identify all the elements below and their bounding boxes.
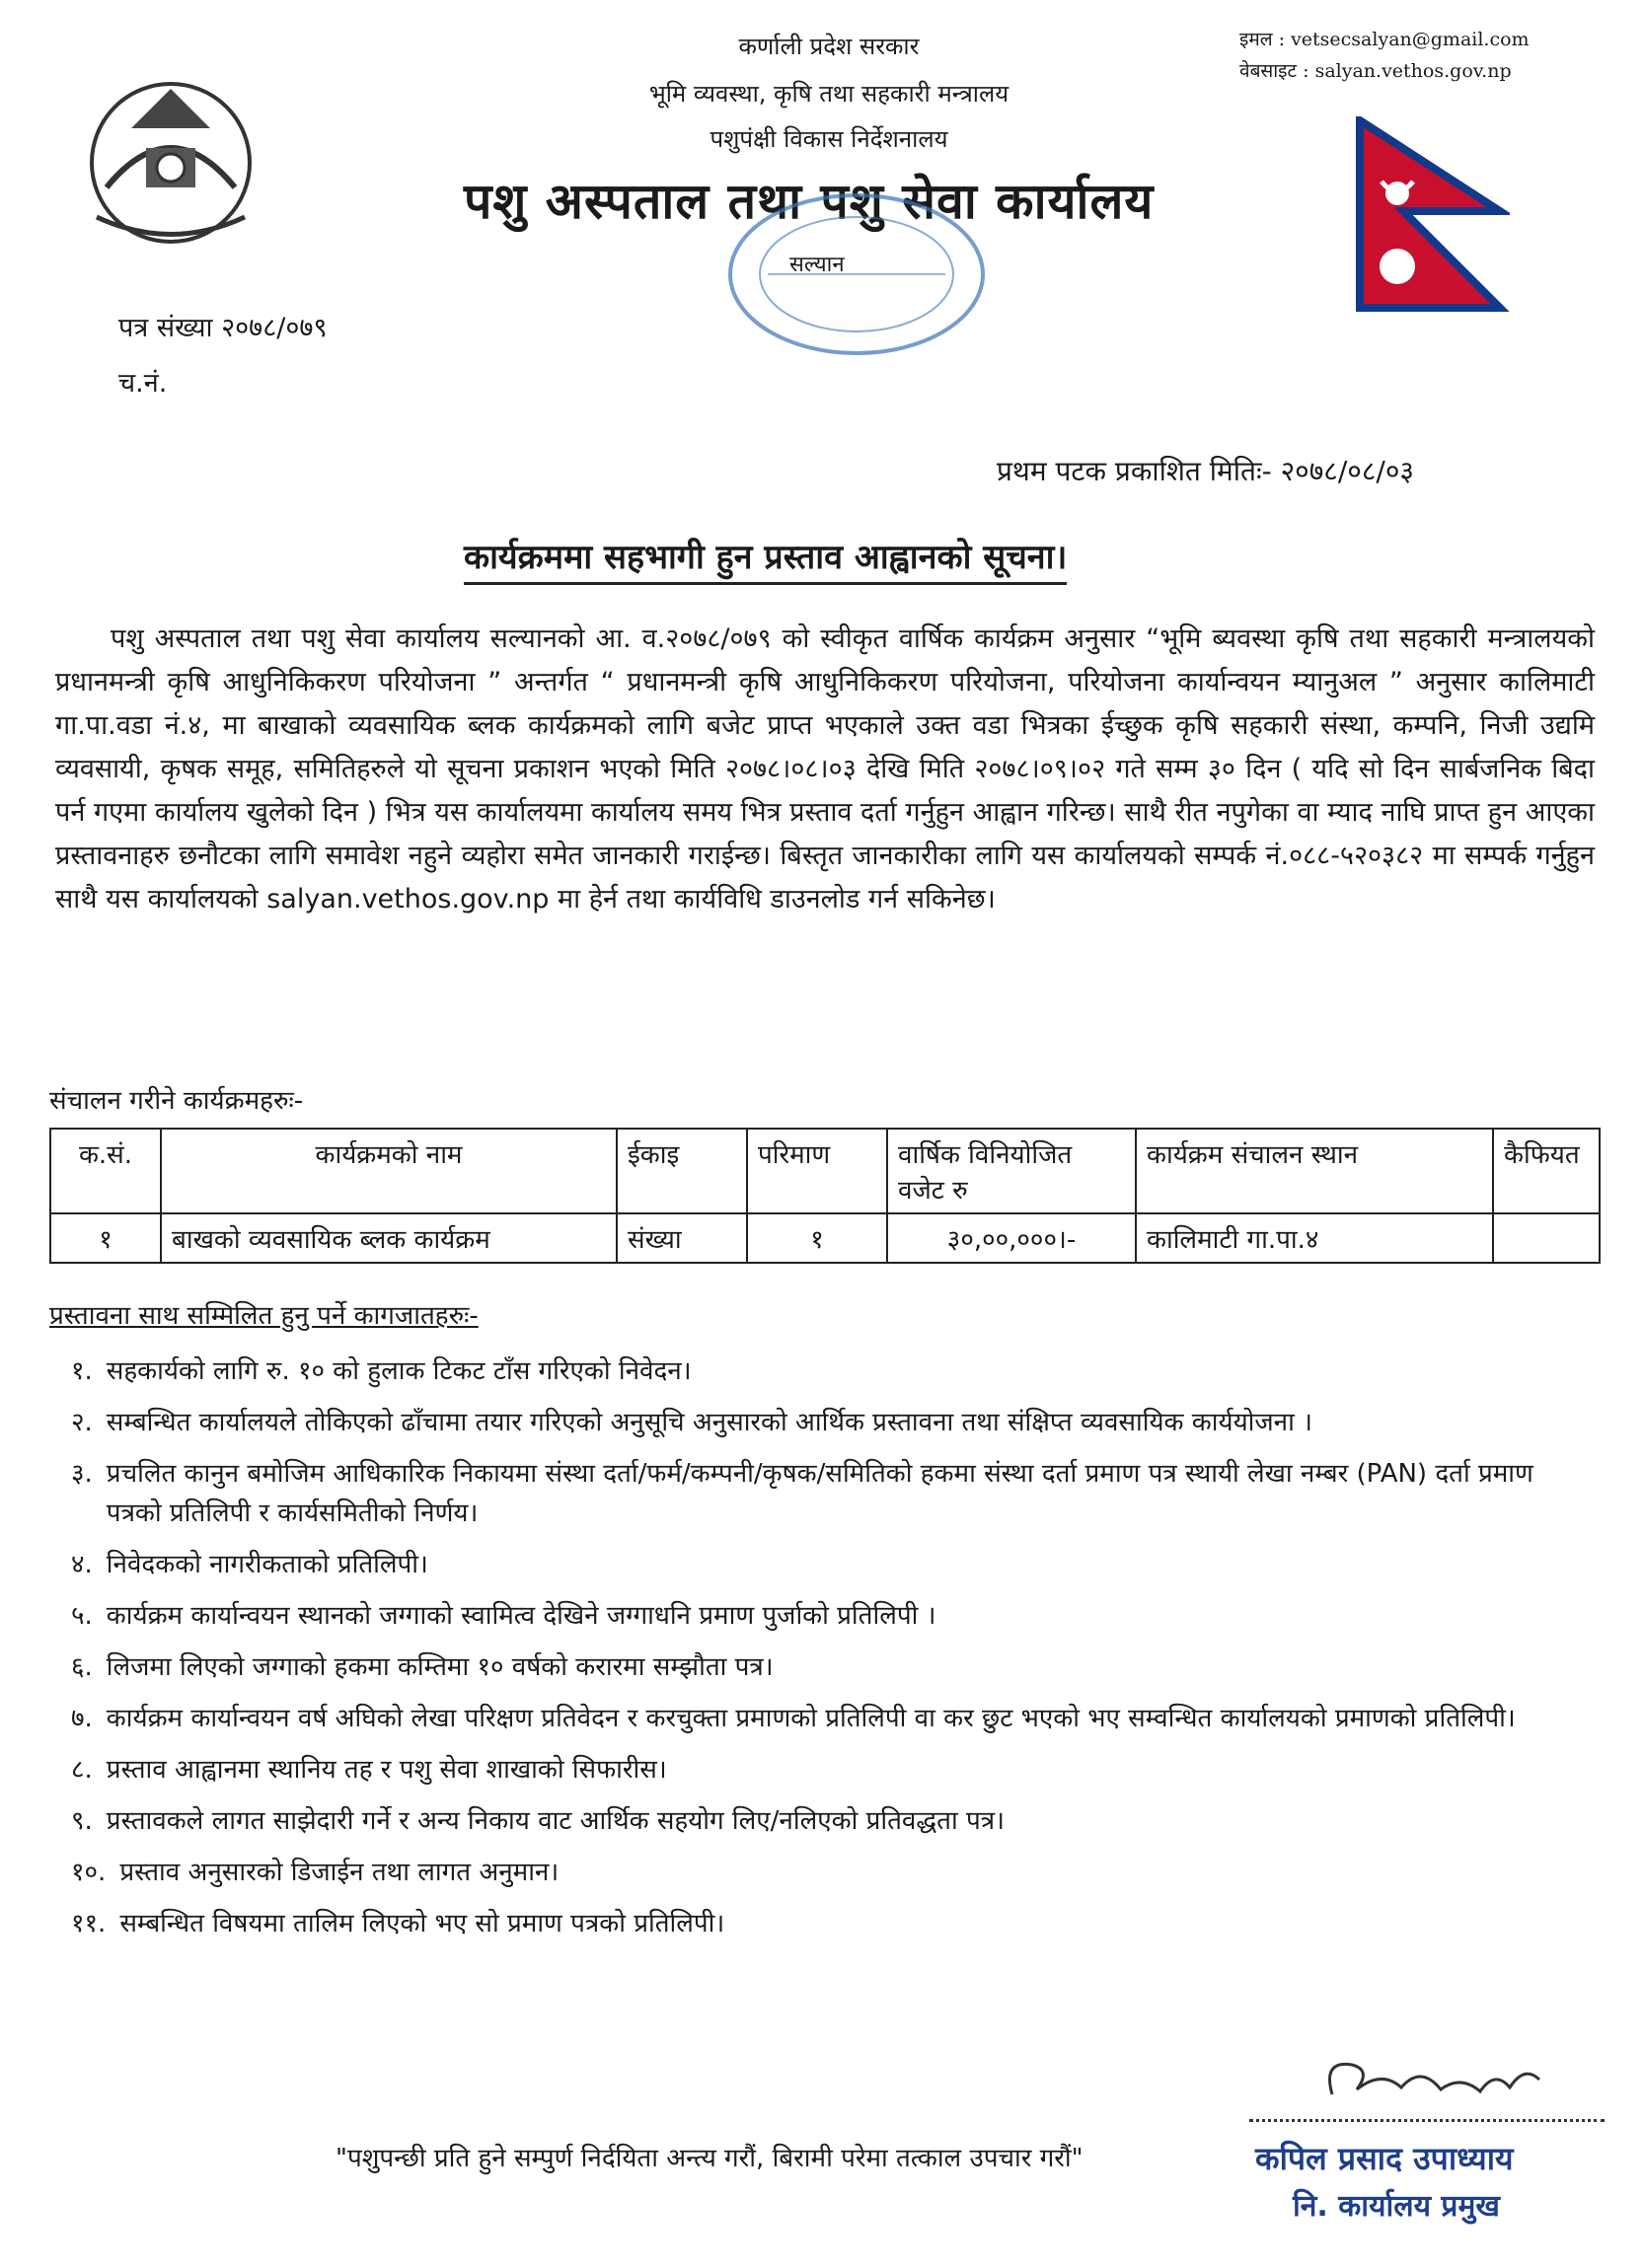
list-item: ३. प्रचलित कानुन बमोजिम आधिकारिक निकायमा संस्था दर्ता/फर्म/कम्पनी/कृषक/समितिको हकमा संस्था दर्ता प्रमाण पत्र स्थायी लेखा नम्बर (PAN) दर्ता प्रमाण पत्रको प्रतिलिपी र कार्यसमितीको निर्णय। — [71, 1459, 1533, 1528]
cell-budget: ३०,००,०००।- — [887, 1213, 1136, 1263]
cell-program-name: बाखको व्यवसायिक ब्लक कार्यक्रम — [161, 1213, 617, 1263]
notice-body: पशु अस्पताल तथा पशु सेवा कार्यालय सल्यानको आ. व.२०७८/०७९ को स्वीकृत वार्षिक कार्यक्रम अनुसार “भूमि ब्यवस्था कृषि तथा सहकारी मन्त्रालयको प्रधानमन्त्री कृषि आधुनिकिकरण परियोजना ” अन्तर्गत “ प्रधानमन्त्री कृषि आधुनिकिकरण परियोजना, परियोजना कार्यान्वयन म्यानुअल ” अनुसार कालिमाटी गा.पा.वडा नं.४, मा बाखाको व्यवसायिक ब्लक कार्यक्रमको लागि बजेट प्राप्त भएकाले उक्त वडा भित्रका ईच्छुक कृषि सहकारी संस्था, कम्पनि, निजी उद्यमि व्यवसायी, कृषक समूह, समितिहरुले यो सूचना प्रकाशन भएको मिति २०७८।०८।०३ देखि मिति २०७८।०९।०२ गते सम्म ३० दिन ( यदि सो दिन सार्बजनिक बिदा पर्न गएमा कार्यालय खुलेको दिन ) भित्र यस कार्यालयमा कार्यालय समय भित्र प्रस्ताव दर्ता गर्नुहुन आह्वान गरिन्छ। साथै रीत नपुगेका वा म्याद नाघि प्राप्त हुन आएका प्रस्तावनाहरु छनौटका लागि समावेश नहुने व्यहोरा समेत जानकारी गराईन्छ। बिस्तृत जानकारीका लागि यस कार्यालयको सम्पर्क नं.०८८-५२०३८२ मा सम्पर्क गर्नुहुन साथै यस कार्यालयको salyan.vethos.gov.np मा हेर्न तथा कार्यविधि डाउनलोड गर्न सकिनेछ। — [55, 623, 1595, 915]
list-item: ४. निवेदकको नागरीकताको प्रतिलिपी। — [71, 1550, 428, 1579]
cell-quantity: १ — [747, 1213, 887, 1263]
col-remarks: कैफियत — [1493, 1129, 1600, 1213]
list-item: २. सम्बन्धित कार्यालयले तोकिएको ढाँचामा तयार गरिएको अनुसूचि अनुसारको आर्थिक प्रस्तावना तथा संक्षिप्त व्यवसायिक कार्ययोजना । — [71, 1408, 1312, 1437]
programs-table — [49, 1128, 1601, 1264]
cell-unit: संख्या — [617, 1213, 747, 1263]
signer-name: कपिल प्रसाद उपाध्याय — [1255, 2140, 1514, 2177]
table-header-row — [50, 1129, 1600, 1213]
signature-line — [1249, 2119, 1605, 2122]
programs-heading: संचालन गरीने कार्यक्रमहरुः- — [49, 1086, 304, 1116]
list-item: १. सहकार्यको लागि रु. १० को हुलाक टिकट टाँस गरिएको निवेदन। — [71, 1356, 692, 1386]
col-serial: क.सं. — [50, 1129, 161, 1213]
notice-title: कार्यक्रममा सहभागी हुन प्रस्ताव आह्वानको सूचना। — [464, 533, 1067, 585]
email-link[interactable]: vetsecsalyan@gmail.com — [1291, 29, 1530, 50]
list-item: ५. कार्यक्रम कार्यान्वयन स्थानको जग्गाको स्वामित्व देखिने जग्गाधनि प्रमाण पुर्जाको प्रतिलिपी । — [71, 1601, 936, 1631]
col-budget: वार्षिक विनियोजित वजेट रु — [887, 1129, 1136, 1213]
nepal-flag-icon — [1352, 116, 1510, 314]
cell-location: कालिमाटी गा.पा.४ — [1136, 1213, 1493, 1263]
office-title: पशु अस्पताल तथा पशु सेवा कार्यालय — [464, 173, 1155, 230]
published-date: प्रथम पटक प्रकाशित मितिः- २०७८/०८/०३ — [997, 455, 1414, 487]
email-line — [1239, 26, 1530, 51]
email-label: इमल : — [1239, 29, 1286, 50]
website-label: वेबसाइट : — [1239, 60, 1309, 82]
col-quantity: परिमाण — [747, 1129, 887, 1213]
list-item: ७. कार्यक्रम कार्यान्वयन वर्ष अघिको लेखा परिक्षण प्रतिवेदन र करचुक्ता प्रमाणको प्रतिलिपी वा कर छुट भएको भए सम्वन्धित कार्यालयको प्रमाणको प्रतिलिपी। — [71, 1704, 1516, 1733]
required-docs-heading: प्रस्तावना साथ सम्मिलित हुनु पर्ने कागजातहरुः- — [49, 1301, 479, 1331]
required-docs-list — [71, 1352, 1591, 1955]
list-item: ६. लिजमा लिएको जग्गाको हकमा कम्तिमा १० वर्षको करारमा सम्झौता पत्र। — [71, 1652, 774, 1682]
signature-icon — [1312, 2050, 1549, 2119]
cell-serial: १ — [50, 1213, 161, 1263]
government-emblem-icon — [77, 69, 264, 256]
district-name: सल्यान — [789, 253, 845, 277]
signer-title: नि. कार्यालय प्रमुख — [1293, 2189, 1500, 2224]
ministry-name: भूमि व्यवस्था, कृषि तथा सहकारी मन्त्रालय — [648, 80, 1009, 108]
website-line — [1239, 57, 1512, 83]
website-link[interactable]: salyan.vethos.gov.np — [1314, 60, 1512, 82]
list-item: १०. प्रस्ताव अनुसारको डिजाईन तथा लागत अनुमान। — [71, 1858, 560, 1887]
directorate-name: पशुपंक्षी विकास निर्देशनालय — [710, 125, 948, 153]
province-government: कर्णाली प्रदेश सरकार — [738, 33, 920, 60]
list-item: ११. सम्बन्धित विषयमा तालिम लिएको भए सो प्रमाण पत्रको प्रतिलिपी। — [71, 1909, 725, 1939]
col-program-name: कार्यक्रमको नाम — [161, 1129, 617, 1213]
table-row — [50, 1213, 1600, 1263]
col-location: कार्यक्रम संचालन स्थान — [1136, 1129, 1493, 1213]
list-item: ९. प्रस्तावकले लागत साझेदारी गर्ने र अन्य निकाय वाट आर्थिक सहयोग लिए/नलिएको प्रतिवद्धता पत्र। — [71, 1806, 1005, 1836]
letter-number: पत्र संख्या २०७८/०७९ — [118, 313, 328, 343]
cell-remarks — [1493, 1213, 1600, 1263]
office-stamp-icon — [718, 185, 995, 363]
col-unit: ईकाइ — [617, 1129, 747, 1213]
list-item: ८. प्रस्ताव आह्वानमा स्थानिय तह र पशु सेवा शाखाको सिफारीस। — [71, 1755, 667, 1785]
dispatch-number: च.नं. — [118, 368, 168, 399]
slogan: "पशुपन्छी प्रति हुने सम्पुर्ण निर्दयिता अन्त्य गरौं, बिरामी परेमा तत्काल उपचार गरौं" — [336, 2144, 1084, 2173]
